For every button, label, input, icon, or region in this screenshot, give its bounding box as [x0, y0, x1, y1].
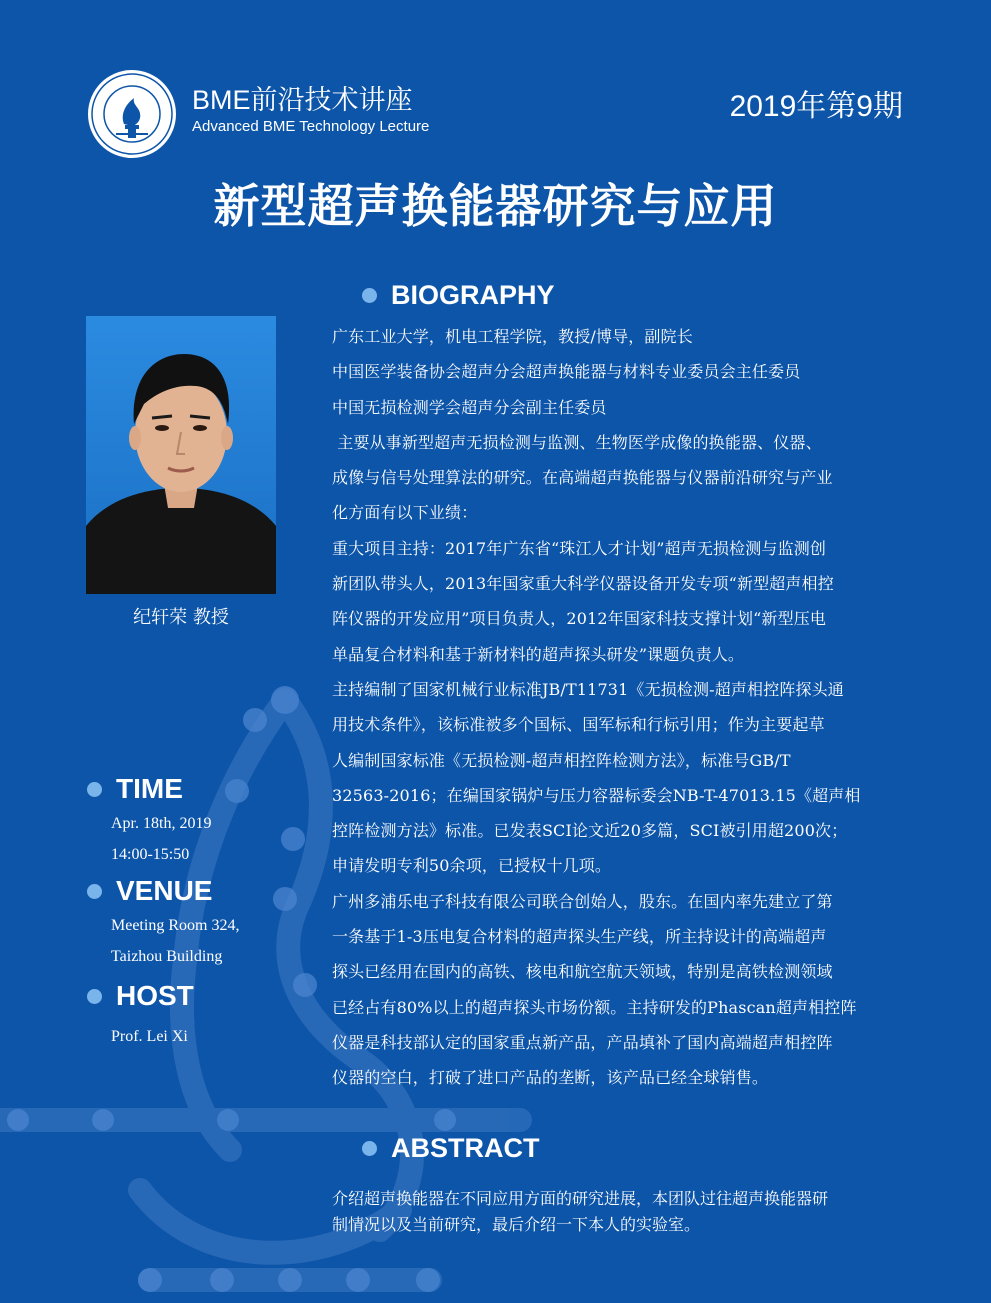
time-heading [87, 773, 183, 805]
bullet-dot-icon [87, 782, 102, 797]
biography-heading-label: BIOGRAPHY [391, 280, 555, 310]
biography-text [332, 319, 952, 1096]
biography-line: 化方面有以下业绩： [332, 503, 478, 523]
abstract-line: 制情况以及当前研究，最后介绍一下本人的实验室。 [332, 1215, 701, 1234]
biography-line: 阵仪器的开发应用”项目负责人，2012年国家科技支撑计划“新型压电 [332, 609, 827, 629]
biography-line: 32563-2016；在编国家锅炉与压力容器标委会NB-T-47013.15《超声相 [332, 785, 861, 805]
biography-line: 单晶复合材料和基于新材料的超声探头研发”课题负责人。 [332, 644, 745, 664]
biography-line: 控阵检测方法》标准。已发表SCI论文近20多篇，SCI被引用超200次； [332, 821, 848, 841]
biography-line: 仪器的空白，打破了进口产品的垄断，该产品已经全球销售。 [332, 1068, 769, 1088]
abstract-text [332, 1186, 952, 1238]
biography-line: 广东工业大学，机电工程学院，教授/博导，副院长 [332, 327, 693, 346]
lecture-series-title-cn: BME前沿技术讲座 [192, 85, 413, 115]
biography-line: 成像与信号处理算法的研究。在高端超声换能器与仪器前沿研究与产业 [332, 468, 833, 488]
biography-heading [362, 279, 555, 311]
abstract-heading-label: ABSTRACT [391, 1133, 540, 1163]
venue-details [111, 910, 239, 972]
venue-heading [87, 875, 212, 907]
biography-line: 主要从事新型超声无损检测与监测、生物医学成像的换能器、仪器、 [332, 432, 822, 452]
issue-number: 2019年第9期 [729, 90, 903, 123]
time-range: 14:00-15:50 [111, 846, 190, 863]
biography-line: 一条基于1-3压电复合材料的超声探头生产线，所主持设计的高端超声 [332, 927, 827, 947]
biography-line: 申请发明专利50余项，已授权十几项。 [332, 856, 612, 876]
host-heading [87, 980, 194, 1012]
host-name: Prof. Lei Xi [111, 1028, 188, 1045]
venue-building: Taizhou Building [111, 948, 223, 965]
bullet-dot-icon [87, 884, 102, 899]
speaker-name: 纪轩荣 教授 [133, 607, 229, 628]
host-heading-label: HOST [116, 980, 194, 1011]
biography-line: 探头已经用在国内的高铁、核电和航空航天领域，特别是高铁检测领域 [332, 962, 833, 982]
bullet-dot-icon [362, 288, 377, 303]
abstract-line: 介绍超声换能器在不同应用方面的研究进展，本团队过往超声换能器研 [332, 1189, 829, 1208]
lecture-title: 新型超声换能器研究与应用 [213, 180, 778, 232]
time-date: Apr. 18th, 2019 [111, 815, 212, 832]
biography-line: 中国医学装备协会超声分会超声换能器与材料专业委员会主任委员 [332, 362, 801, 382]
university-logo [86, 68, 178, 160]
biography-line: 新团队带头人，2013年国家重大科学仪器设备开发专项“新型超声相控 [332, 574, 834, 594]
time-details [111, 808, 211, 870]
biography-line: 主持编制了国家机械行业标准JB/T11731《无损检测-超声相控阵探头通 [332, 679, 844, 699]
venue-heading-label: VENUE [116, 875, 213, 906]
host-details [111, 1021, 188, 1052]
abstract-heading [362, 1132, 540, 1164]
bullet-dot-icon [87, 989, 102, 1004]
biography-line: 中国无损检测学会超声分会副主任委员 [332, 397, 607, 417]
biography-line: 人编制国家标准《无损检测-超声相控阵检测方法》，标准号GB/T [332, 750, 791, 770]
biography-line: 广州多浦乐电子科技有限公司联合创始人，股东。在国内率先建立了第 [332, 891, 833, 911]
biography-line: 重大项目主持：2017年广东省“珠江人才计划”超声无损检测与监测创 [332, 538, 827, 558]
biography-line: 已经占有80%以上的超声探头市场份额。主持研发的Phascan超声相控阵 [332, 997, 857, 1017]
time-heading-label: TIME [116, 773, 183, 804]
biography-line: 用技术条件》，该标准被多个国标、国军标和行标引用；作为主要起草 [332, 715, 825, 735]
venue-room: Meeting Room 324, [111, 917, 240, 934]
lecture-series-title-en: Advanced BME Technology Lecture [192, 118, 430, 135]
biography-line: 仪器是科技部认定的国家重点新产品，产品填补了国内高端超声相控阵 [332, 1032, 833, 1052]
bullet-dot-icon [362, 1141, 377, 1156]
speaker-photo [86, 316, 276, 594]
